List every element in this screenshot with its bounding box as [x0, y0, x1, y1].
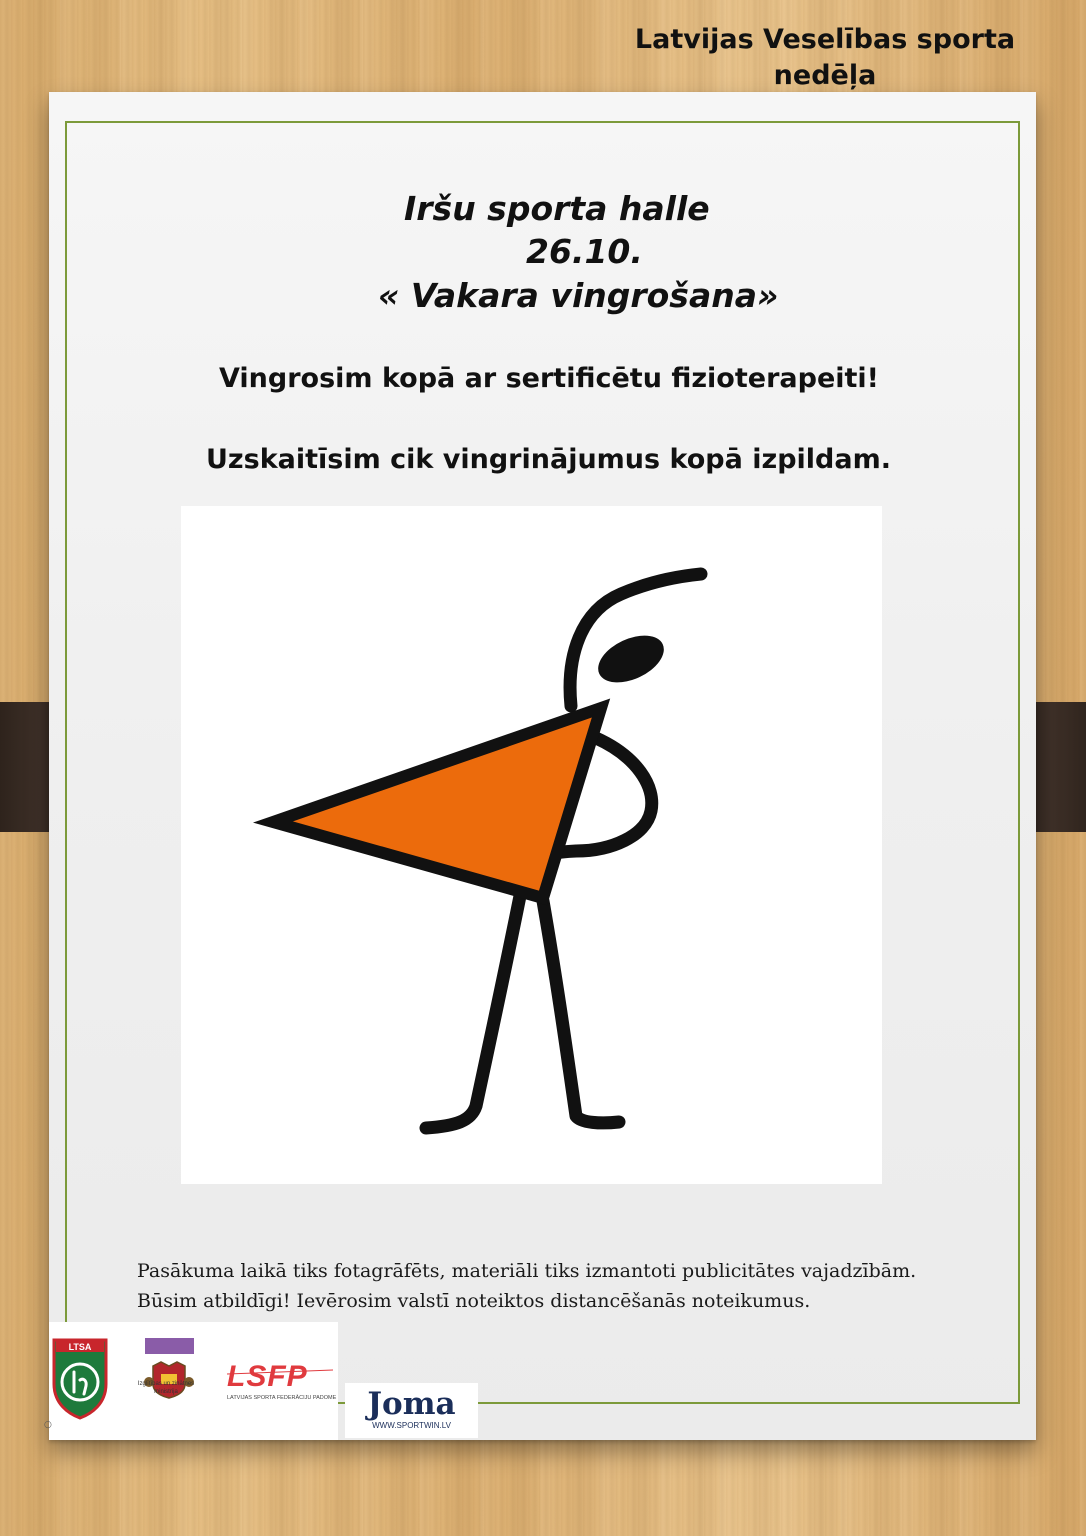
- page-mark: ○: [44, 1420, 52, 1430]
- venue-title: Iršu sporta halle: [404, 189, 710, 228]
- ltsa-logo: [54, 1340, 106, 1418]
- left-leg: [426, 891, 521, 1128]
- exercise-illustration: [181, 506, 882, 1184]
- joma-wordmark: Joma: [367, 1386, 456, 1422]
- ministry-caption: Izglītības un zinātnes ministrija: [137, 1381, 195, 1395]
- week-title: Latvijas Veselības sporta nedēļa: [634, 24, 1016, 91]
- event-date: 26.10.: [526, 232, 643, 271]
- photo-notice: [137, 1256, 916, 1316]
- orange-triangle-torso: [273, 708, 601, 898]
- svg-text:LTSA: LTSA: [68, 1342, 92, 1352]
- event-name: « Vakara vingrošana»: [378, 276, 779, 315]
- right-leg: [543, 901, 619, 1123]
- message-count: Uzskaitīsim cik vingrinājumus kopā izpildam.: [206, 444, 891, 475]
- head: [591, 626, 671, 692]
- message-physio: Vingrosim kopā ar sertificētu fizioterapeiti!: [219, 363, 879, 394]
- joma-url: WWW.SPORTWIN.LV: [372, 1421, 451, 1430]
- sponsor-logo-strip: [49, 1322, 338, 1440]
- lsfp-subtitle: LATVIJAS SPORTA FEDERĀCIJU PADOME: [227, 1395, 337, 1401]
- notice-line-1: Pasākuma laikā tiks fotagrāfēts, materiāli tiks izmantoti publicitātes vajadzībām.: [137, 1260, 917, 1282]
- lsfp-wordmark: LSFP: [227, 1360, 308, 1393]
- stretching-figure-icon: [181, 506, 882, 1184]
- notice-line-2: Būsim atbildīgi! Ievērosim valstī noteiktos distancēšanās noteikumus.: [137, 1290, 811, 1312]
- joma-logo: [345, 1383, 478, 1438]
